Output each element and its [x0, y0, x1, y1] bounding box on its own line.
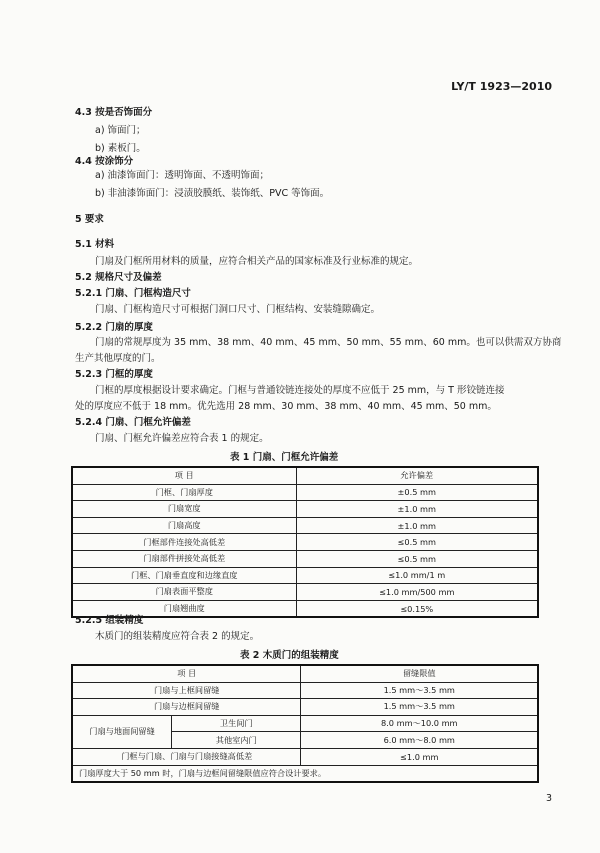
- table-cell: ≤1.0 mm/500 mm: [296, 584, 538, 601]
- table-row: [72, 534, 538, 551]
- table-cell: 门框与门扇、门扇与门扇接缝高低差: [72, 748, 301, 765]
- table-cell: ≤0.15%: [296, 600, 538, 617]
- table-cell: 门扇部件拼接处高低差: [72, 550, 296, 567]
- table-cell: 门框、门扇厚度: [72, 484, 296, 501]
- table-header-row: [72, 467, 538, 484]
- section-4-3-item-b: b) 素板门。: [95, 143, 146, 154]
- table-row: [72, 699, 538, 716]
- section-5-2-title: 5.2 规格尺寸及偏差: [75, 272, 162, 283]
- table-cell: 卫生间门: [172, 715, 301, 732]
- table-row: [72, 517, 538, 534]
- table-cell: ≤1.0 mm/1 m: [296, 567, 538, 584]
- table-cell: 门扇高度: [72, 517, 296, 534]
- table-cell: 门框部件连接处高低差: [72, 534, 296, 551]
- table-header-cell: 项 目: [72, 665, 301, 682]
- table-cell: 6.0 mm～8.0 mm: [301, 732, 538, 749]
- section-4-4-item-a: a) 油漆饰面门：透明饰面、不透明饰面；: [95, 170, 270, 181]
- table-cell: ±1.0 mm: [296, 517, 538, 534]
- table-cell: 门扇翘曲度: [72, 600, 296, 617]
- table-row: [72, 484, 538, 501]
- table-cell: ±1.0 mm: [296, 501, 538, 518]
- table-1-caption: 表 1 门扇、门框允许偏差: [230, 452, 339, 463]
- section-4-4-item-b: b) 非油漆饰面门：浸渍胶膜纸、装饰纸、PVC 等饰面。: [95, 188, 330, 199]
- section-5-2-5-title: 5.2.5 组装精度: [75, 615, 144, 626]
- section-5-2-3-line1: 门框的厚度根据设计要求确定。门框与普通铰链连接处的厚度不应低于 25 mm，与 T 形铰链连接: [95, 385, 505, 396]
- section-5-1-title: 5.1 材料: [75, 239, 115, 250]
- table-cell: ≤0.5 mm: [296, 550, 538, 567]
- section-5-2-3-line2: 处的厚度应不低于 18 mm。优先选用 28 mm、30 mm、38 mm、40 mm、45 mm、50 mm。: [75, 401, 497, 412]
- table-cell: 8.0 mm～10.0 mm: [301, 715, 538, 732]
- section-5-2-2-line1: 门扇的常规厚度为 35 mm、38 mm、40 mm、45 mm、50 mm、55 mm、60 mm。也可以供需双方协商: [95, 337, 562, 348]
- table-cell: 门框、门扇垂直度和边缘直度: [72, 567, 296, 584]
- table-header-row: [72, 665, 538, 682]
- table-cell: ≤1.0 mm: [301, 748, 538, 765]
- table-cell: 门扇宽度: [72, 501, 296, 518]
- table-row: [72, 567, 538, 584]
- section-4-3-title: 4.3 按是否饰面分: [75, 107, 153, 118]
- table-row: [72, 501, 538, 518]
- table-cell: 门扇与上框间留缝: [72, 682, 301, 699]
- table-1: [71, 466, 539, 618]
- table-cell: ≤0.5 mm: [296, 534, 538, 551]
- table-row: [72, 715, 538, 732]
- table-2-caption: 表 2 木质门的组装精度: [240, 650, 339, 661]
- table-row: [72, 550, 538, 567]
- table-row: [72, 584, 538, 601]
- table-cell: 其他室内门: [172, 732, 301, 749]
- table-note: 门扇厚度大于 50 mm 时，门扇与边框间留缝限值应符合设计要求。: [72, 765, 538, 782]
- section-5-2-4-title: 5.2.4 门扇、门框允许偏差: [75, 417, 191, 428]
- section-5-1-text: 门扇及门框所用材料的质量，应符合相关产品的国家标准及行业标准的规定。: [95, 256, 419, 267]
- section-5-2-5-text: 木质门的组装精度应符合表 2 的规定。: [95, 631, 260, 642]
- table-header-cell: 项 目: [72, 467, 296, 484]
- standard-code: LY/T 1923—2010: [451, 80, 552, 93]
- section-5-2-2-line2: 生产其他厚度的门。: [75, 353, 161, 364]
- table-cell: 门扇与边框间留缝: [72, 699, 301, 716]
- section-5-2-1-title: 5.2.1 门扇、门框构造尺寸: [75, 288, 191, 299]
- table-header-cell: 留缝限值: [301, 665, 538, 682]
- section-4-3-item-a: a) 饰面门；: [95, 125, 146, 136]
- table-2: [71, 664, 539, 783]
- table-row: [72, 682, 538, 699]
- table-cell: 门扇表面平整度: [72, 584, 296, 601]
- section-5-2-1-text: 门扇、门框构造尺寸可根据门洞口尺寸、门框结构、安装缝隙确定。: [95, 304, 381, 315]
- table-header-cell: 允许偏差: [296, 467, 538, 484]
- table-cell: 1.5 mm～3.5 mm: [301, 682, 538, 699]
- section-5-2-2-title: 5.2.2 门扇的厚度: [75, 322, 153, 333]
- section-5-title: 5 要求: [75, 214, 104, 225]
- table-row: [72, 748, 538, 765]
- section-4-4-title: 4.4 按涂饰分: [75, 156, 134, 167]
- section-5-2-3-title: 5.2.3 门框的厚度: [75, 369, 153, 380]
- page-number: 3: [545, 793, 552, 804]
- section-5-2-4-text: 门扇、门框允许偏差应符合表 1 的规定。: [95, 433, 269, 444]
- table-note-row: [72, 765, 538, 782]
- table-cell: ±0.5 mm: [296, 484, 538, 501]
- table-cell: 1.5 mm～3.5 mm: [301, 699, 538, 716]
- table-group-cell: 门扇与地面间留缝: [72, 715, 172, 748]
